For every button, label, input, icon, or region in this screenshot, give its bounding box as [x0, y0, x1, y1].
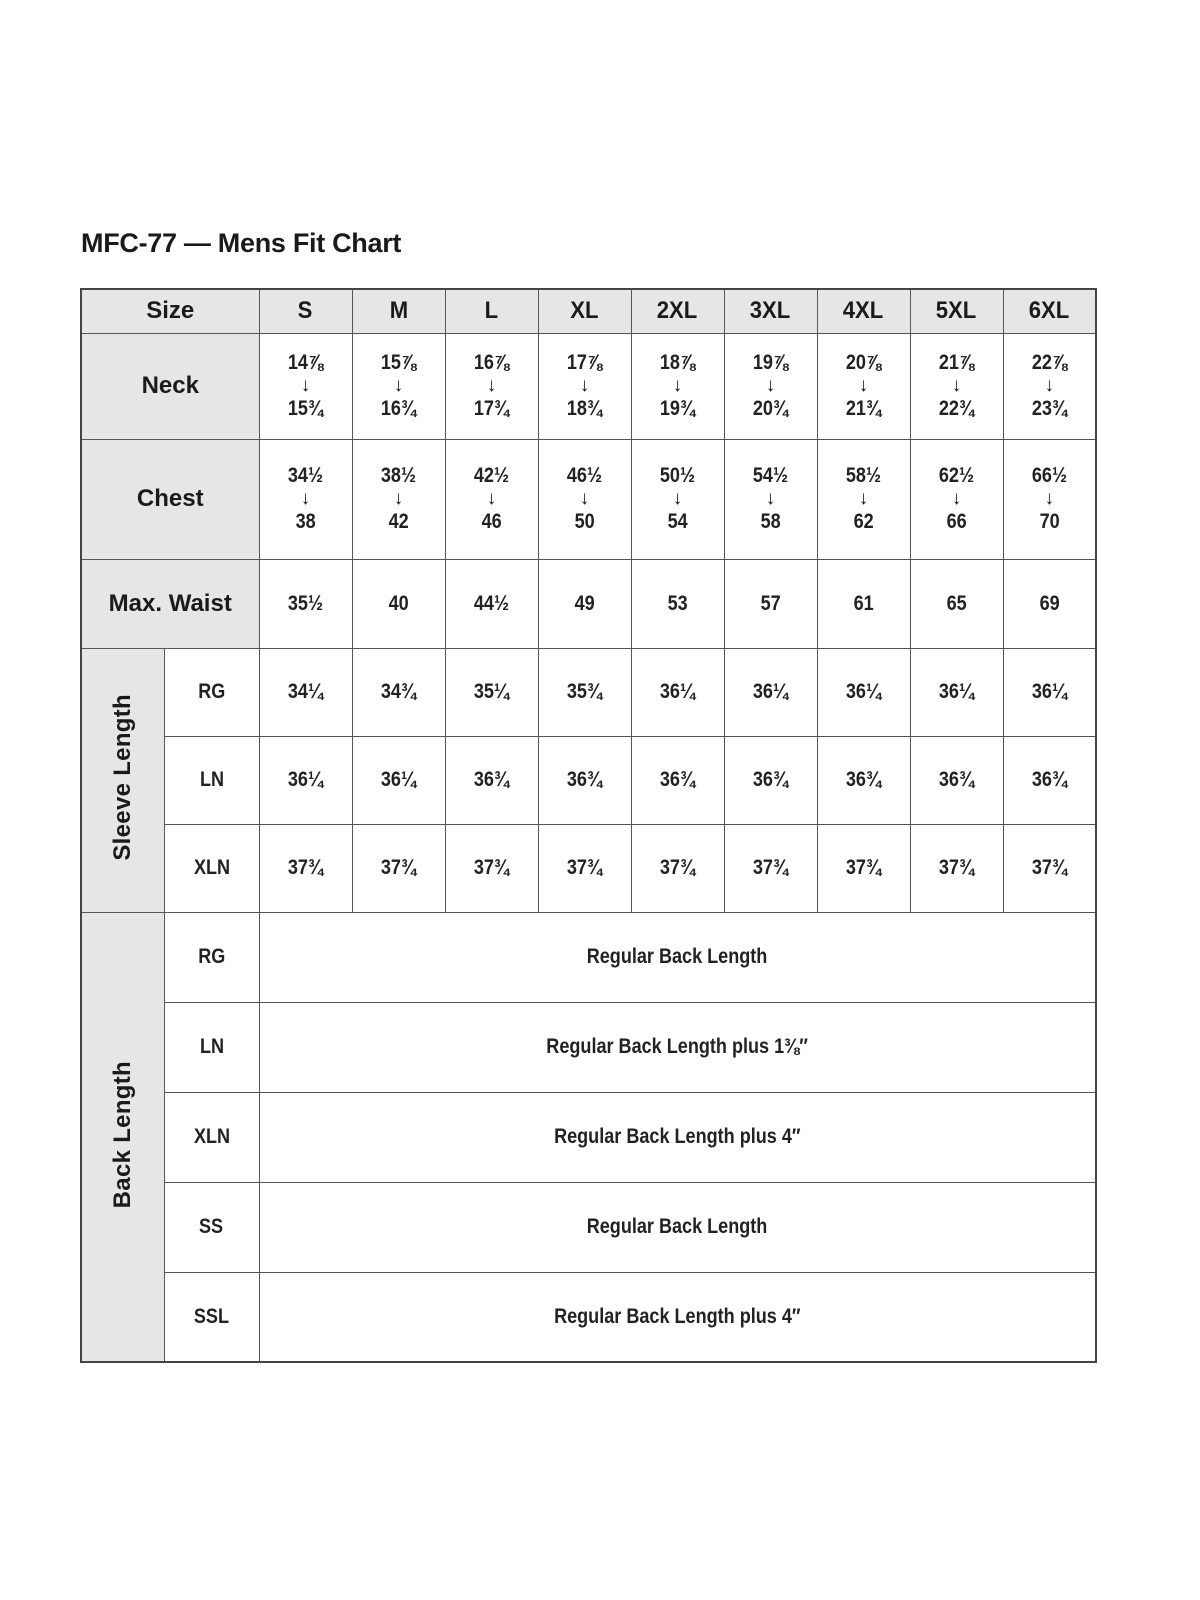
down-arrow-icon: ↓: [1044, 488, 1054, 510]
neck-row: [81, 333, 1096, 439]
max-waist-cell: 44½: [445, 559, 538, 648]
sleeve-rg-cell: 36¼: [910, 648, 1003, 736]
max-waist-row-label: Max. Waist: [81, 559, 259, 648]
sleeve-xln-cell: 37¾: [817, 824, 910, 912]
col-header-l: L: [445, 289, 538, 333]
down-arrow-icon: ↓: [951, 488, 962, 510]
col-header-5xl: 5XL: [910, 289, 1003, 333]
neck-range-cell: 20⅞ ↓ 21¾: [817, 333, 910, 439]
down-arrow-icon: ↓: [858, 488, 869, 510]
neck-range-cell: 16⅞ ↓ 17¾: [445, 333, 538, 439]
back-ln-note: Regular Back Length plus 1⅜″: [259, 1002, 1096, 1092]
neck-range-cell: 22⅞ ↓ 23¾: [1003, 333, 1096, 439]
chest-range-cell: 42½ ↓ 46: [445, 439, 538, 559]
sleeve-rg-cell: 34¼: [259, 648, 352, 736]
col-header-2xl: 2XL: [631, 289, 724, 333]
sleeve-rg-cell: 35¼: [445, 648, 538, 736]
chest-range-cell: 34½ ↓ 38: [259, 439, 352, 559]
down-arrow-icon: ↓: [300, 488, 311, 510]
back-rg-row: [81, 912, 1096, 1002]
page-title: MFC-77 — Mens Fit Chart: [81, 228, 402, 258]
sleeve-ln-cell: 36¾: [538, 736, 631, 824]
sleeve-ln-cell: 36¼: [352, 736, 445, 824]
down-arrow-icon: ↓: [486, 488, 497, 510]
col-header-6xl: 6XL: [1003, 289, 1096, 333]
size-header-cell: Size: [81, 289, 259, 333]
chest-range-cell: 58½ ↓ 62: [817, 439, 910, 559]
down-arrow-icon: ↓: [486, 375, 497, 397]
col-header-4xl: 4XL: [817, 289, 910, 333]
max-waist-cell: 49: [538, 559, 631, 648]
sleeve-rg-row: [81, 648, 1096, 736]
sleeve-ln-row: [81, 736, 1096, 824]
chest-range-cell: 46½ ↓ 50: [538, 439, 631, 559]
max-waist-cell: 57: [724, 559, 817, 648]
sleeve-xln-cell: 37¾: [631, 824, 724, 912]
neck-range-cell: 18⅞ ↓ 19¾: [631, 333, 724, 439]
chest-range-cell: 62½ ↓ 66: [910, 439, 1003, 559]
down-arrow-icon: ↓: [393, 488, 404, 510]
sleeve-ln-cell: 36¾: [817, 736, 910, 824]
sleeve-xln-cell: 37¾: [724, 824, 817, 912]
sleeve-xln-cell: 37¾: [910, 824, 1003, 912]
max-waist-cell: 65: [910, 559, 1003, 648]
sleeve-length-section-label: Sleeve Length: [81, 648, 164, 912]
chest-range-cell: 50½ ↓ 54: [631, 439, 724, 559]
sleeve-xln-cell: 37¾: [1003, 824, 1096, 912]
fit-chart: [80, 288, 1097, 1363]
col-header-m: M: [352, 289, 445, 333]
chest-range-cell: 54½ ↓ 58: [724, 439, 817, 559]
back-ss-note: Regular Back Length: [259, 1182, 1096, 1272]
sleeve-ln-cell: 36¾: [631, 736, 724, 824]
down-arrow-icon: ↓: [300, 375, 311, 397]
fit-chart-table: [80, 288, 1097, 1363]
down-arrow-icon: ↓: [672, 375, 683, 397]
sleeve-ln-cell: 36¼: [259, 736, 352, 824]
sleeve-xln-cell: 37¾: [445, 824, 538, 912]
sleeve-ln-cell: 36¾: [724, 736, 817, 824]
back-rg-note: Regular Back Length: [259, 912, 1096, 1002]
chest-range-cell: 38½ ↓ 42: [352, 439, 445, 559]
col-header-xl: XL: [538, 289, 631, 333]
neck-range-cell: 14⅞ ↓ 15¾: [259, 333, 352, 439]
max-waist-row: [81, 559, 1096, 648]
sleeve-rg-cell: 35¾: [538, 648, 631, 736]
sleeve-ln-cell: 36¾: [445, 736, 538, 824]
down-arrow-icon: ↓: [951, 375, 962, 397]
back-ln-row: [81, 1002, 1096, 1092]
down-arrow-icon: ↓: [579, 488, 590, 510]
back-xln-note: Regular Back Length plus 4″: [259, 1092, 1096, 1182]
neck-row-label: Neck: [81, 333, 259, 439]
sleeve-ln-code: LN: [164, 736, 259, 824]
sleeve-xln-cell: 37¾: [538, 824, 631, 912]
back-ln-code: LN: [164, 1002, 259, 1092]
back-ssl-note: Regular Back Length plus 4″: [259, 1272, 1096, 1362]
max-waist-cell: 69: [1003, 559, 1096, 648]
sleeve-xln-row: [81, 824, 1096, 912]
down-arrow-icon: ↓: [858, 375, 869, 397]
back-ssl-row: [81, 1272, 1096, 1362]
sleeve-ln-cell: 36¾: [910, 736, 1003, 824]
sleeve-rg-code: RG: [164, 648, 259, 736]
back-ss-row: [81, 1182, 1096, 1272]
sleeve-xln-code: XLN: [164, 824, 259, 912]
sleeve-rg-cell: 36¼: [817, 648, 910, 736]
back-rg-code: RG: [164, 912, 259, 1002]
down-arrow-icon: ↓: [765, 375, 776, 397]
back-xln-row: [81, 1092, 1096, 1182]
sleeve-rg-cell: 36¼: [724, 648, 817, 736]
neck-range-cell: 21⅞ ↓ 22¾: [910, 333, 1003, 439]
chest-range-cell: 66½ ↓ 70: [1003, 439, 1096, 559]
down-arrow-icon: ↓: [765, 488, 776, 510]
back-xln-code: XLN: [164, 1092, 259, 1182]
max-waist-cell: 35½: [259, 559, 352, 648]
sleeve-xln-cell: 37¾: [352, 824, 445, 912]
down-arrow-icon: ↓: [579, 375, 590, 397]
max-waist-cell: 61: [817, 559, 910, 648]
sleeve-rg-cell: 36¼: [1003, 648, 1096, 736]
sleeve-rg-cell: 34¾: [352, 648, 445, 736]
neck-range-cell: 15⅞ ↓ 16¾: [352, 333, 445, 439]
col-header-s: S: [259, 289, 352, 333]
header-row: [81, 289, 1096, 333]
back-length-section-label: Back Length: [81, 912, 164, 1362]
neck-range-cell: 19⅞ ↓ 20¾: [724, 333, 817, 439]
back-ss-code: SS: [164, 1182, 259, 1272]
sleeve-xln-cell: 37¾: [259, 824, 352, 912]
neck-range-cell: 17⅞ ↓ 18¾: [538, 333, 631, 439]
back-ssl-code: SSL: [164, 1272, 259, 1362]
sleeve-ln-cell: 36¾: [1003, 736, 1096, 824]
sleeve-rg-cell: 36¼: [631, 648, 724, 736]
down-arrow-icon: ↓: [672, 488, 683, 510]
chest-row: [81, 439, 1096, 559]
down-arrow-icon: ↓: [1044, 375, 1054, 397]
max-waist-cell: 40: [352, 559, 445, 648]
max-waist-cell: 53: [631, 559, 724, 648]
col-header-3xl: 3XL: [724, 289, 817, 333]
down-arrow-icon: ↓: [393, 375, 404, 397]
chest-row-label: Chest: [81, 439, 259, 559]
